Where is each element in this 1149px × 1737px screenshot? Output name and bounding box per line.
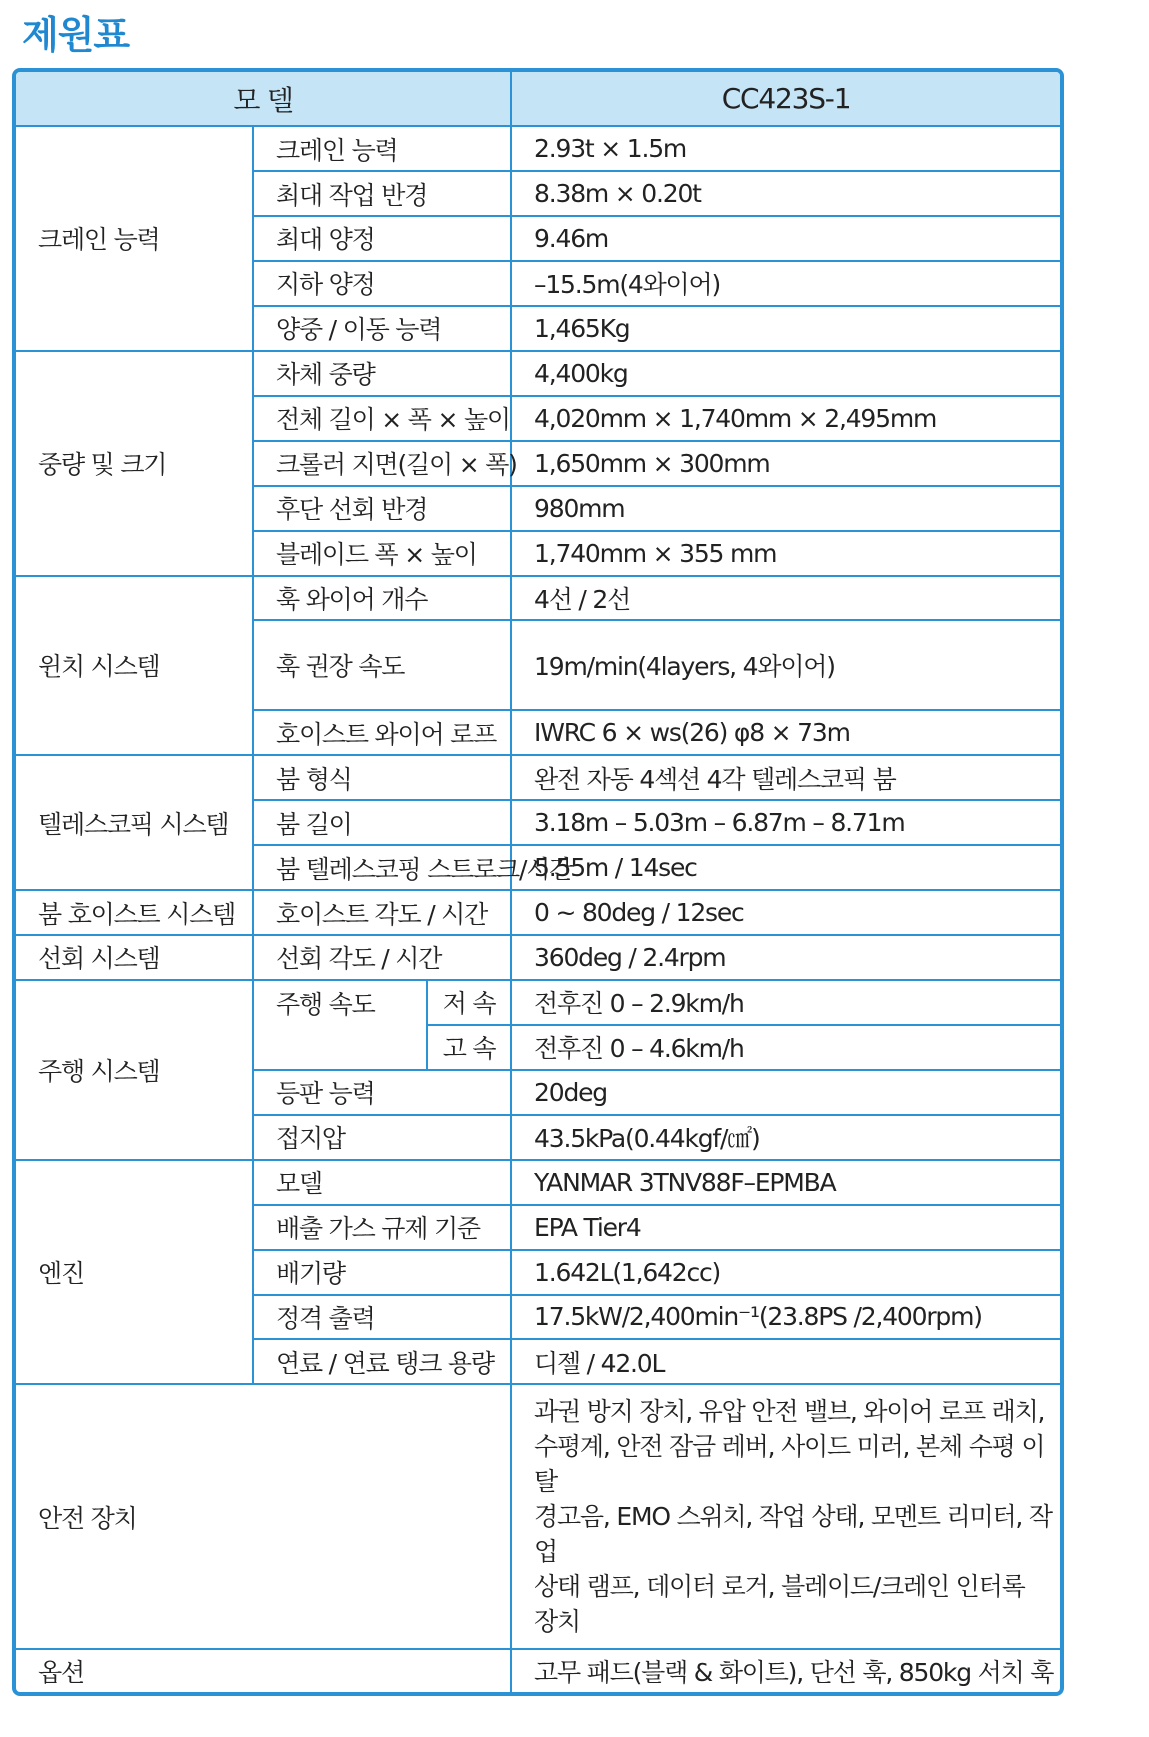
model-header-label: 모 델 <box>16 72 511 126</box>
spec-value: EPA Tier4 <box>511 1205 1060 1250</box>
table-row <box>16 935 1060 980</box>
spec-label: 붐 형식 <box>253 755 511 800</box>
table-row <box>16 576 1060 621</box>
spec-value: 43.5kPa(0.44kgf/㎠) <box>511 1115 1060 1160</box>
spec-label: 배기량 <box>253 1250 511 1295</box>
spec-label: 붐 길이 <box>253 800 511 845</box>
spec-value: 19m/min(4layers, 4와이어) <box>511 620 1060 710</box>
group-winch: 윈치 시스템 <box>16 576 253 756</box>
spec-value: 완전 자동 4섹션 4각 텔레스코픽 붐 <box>511 755 1060 800</box>
spec-label: 전체 길이 × 폭 × 높이 <box>253 396 511 441</box>
spec-table <box>16 72 1060 1692</box>
spec-label: 호이스트 각도 / 시간 <box>253 890 511 935</box>
spec-label: 선회 각도 / 시간 <box>253 935 511 980</box>
spec-value: IWRC 6 × ws(26) φ8 × 73m <box>511 710 1060 755</box>
spec-value: –15.5m(4와이어) <box>511 261 1060 306</box>
spec-value: 4,020mm × 1,740mm × 2,495mm <box>511 396 1060 441</box>
spec-label: 지하 양정 <box>253 261 511 306</box>
spec-value: 5.55m / 14sec <box>511 845 1060 890</box>
group-engine: 엔진 <box>16 1160 253 1385</box>
spec-table-frame <box>12 68 1064 1696</box>
spec-label: 배출 가스 규제 기준 <box>253 1205 511 1250</box>
table-row <box>16 1160 1060 1205</box>
group-crane: 크레인 능력 <box>16 126 253 351</box>
group-slewing: 선회 시스템 <box>16 935 253 980</box>
spec-value: 4선 / 2선 <box>511 576 1060 621</box>
safety-line: 과권 방지 장치, 유압 안전 밸브, 와이어 로프 래치, <box>534 1397 1045 1427</box>
spec-value: 17.5kW/2,400min⁻¹(23.8PS /2,400rpm) <box>511 1295 1060 1340</box>
spec-value: 디젤 / 42.0L <box>511 1339 1060 1384</box>
options-value: 고무 패드(블랙 & 화이트), 단선 훅, 850kg 서치 훅 <box>511 1649 1060 1692</box>
spec-label: 연료 / 연료 탱크 용량 <box>253 1339 511 1384</box>
safety-line: 경고음, EMO 스위치, 작업 상태, 모멘트 리미터, 작업 <box>534 1502 1052 1567</box>
spec-label: 최대 양정 <box>253 216 511 261</box>
spec-value: 1.642L(1,642cc) <box>511 1250 1060 1295</box>
group-safety: 안전 장치 <box>16 1384 511 1649</box>
spec-label: 등판 능력 <box>253 1070 511 1115</box>
table-row <box>16 351 1060 396</box>
spec-label: 훅 와이어 개수 <box>253 576 511 621</box>
travel-speed-low-value: 전후진 0 – 2.9km/h <box>511 980 1060 1025</box>
model-header-value: CC423S-1 <box>511 72 1060 126</box>
group-boom-hoist: 붐 호이스트 시스템 <box>16 890 253 935</box>
table-row <box>16 980 1060 1025</box>
spec-value: 4,400kg <box>511 351 1060 396</box>
table-row <box>16 755 1060 800</box>
group-weight: 중량 및 크기 <box>16 351 253 576</box>
spec-label: 차체 중량 <box>253 351 511 396</box>
table-row <box>16 1384 1060 1649</box>
spec-label: 붐 텔레스코핑 스트로크/시간 <box>253 845 511 890</box>
spec-label: 호이스트 와이어 로프 <box>253 710 511 755</box>
spec-value: 1,465Kg <box>511 306 1060 351</box>
safety-devices-value <box>511 1384 1060 1649</box>
travel-speed-high-label: 고 속 <box>427 1025 511 1070</box>
group-options: 옵션 <box>16 1649 511 1692</box>
travel-speed-high-value: 전후진 0 – 4.6km/h <box>511 1025 1060 1070</box>
spec-value: 8.38m × 0.20t <box>511 171 1060 216</box>
spec-label: 모델 <box>253 1160 511 1205</box>
table-row <box>16 1649 1060 1692</box>
group-travel: 주행 시스템 <box>16 980 253 1160</box>
table-row <box>16 890 1060 935</box>
spec-value: 1,650mm × 300mm <box>511 441 1060 486</box>
spec-value: 360deg / 2.4rpm <box>511 935 1060 980</box>
spec-value: YANMAR 3TNV88F–EPMBA <box>511 1160 1060 1205</box>
safety-line: 상태 램프, 데이터 로거, 블레이드/크레인 인터록 장치 <box>534 1572 1025 1637</box>
page-title: 제원표 <box>22 13 130 57</box>
spec-label: 훅 권장 속도 <box>253 620 511 710</box>
spec-value: 9.46m <box>511 216 1060 261</box>
spec-value: 1,740mm × 355 mm <box>511 531 1060 576</box>
spec-label: 정격 출력 <box>253 1295 511 1340</box>
safety-line: 수평계, 안전 잠금 레버, 사이드 미러, 본체 수평 이탈 <box>534 1432 1045 1497</box>
spec-value: 0 ~ 80deg / 12sec <box>511 890 1060 935</box>
travel-speed-label-cont <box>253 1025 427 1070</box>
group-telescopic: 텔레스코픽 시스템 <box>16 755 253 890</box>
table-row <box>16 126 1060 171</box>
spec-value: 980mm <box>511 486 1060 531</box>
header-row <box>16 72 1060 126</box>
spec-label: 접지압 <box>253 1115 511 1160</box>
spec-label: 양중 / 이동 능력 <box>253 306 511 351</box>
spec-label: 크롤러 지면(길이 × 폭) <box>253 441 511 486</box>
spec-label: 최대 작업 반경 <box>253 171 511 216</box>
travel-speed-label: 주행 속도 <box>253 980 427 1025</box>
spec-label: 크레인 능력 <box>253 126 511 171</box>
spec-value: 20deg <box>511 1070 1060 1115</box>
spec-value: 3.18m – 5.03m – 6.87m – 8.71m <box>511 800 1060 845</box>
spec-label: 후단 선회 반경 <box>253 486 511 531</box>
spec-value: 2.93t × 1.5m <box>511 126 1060 171</box>
travel-speed-low-label: 저 속 <box>427 980 511 1025</box>
spec-label: 블레이드 폭 × 높이 <box>253 531 511 576</box>
